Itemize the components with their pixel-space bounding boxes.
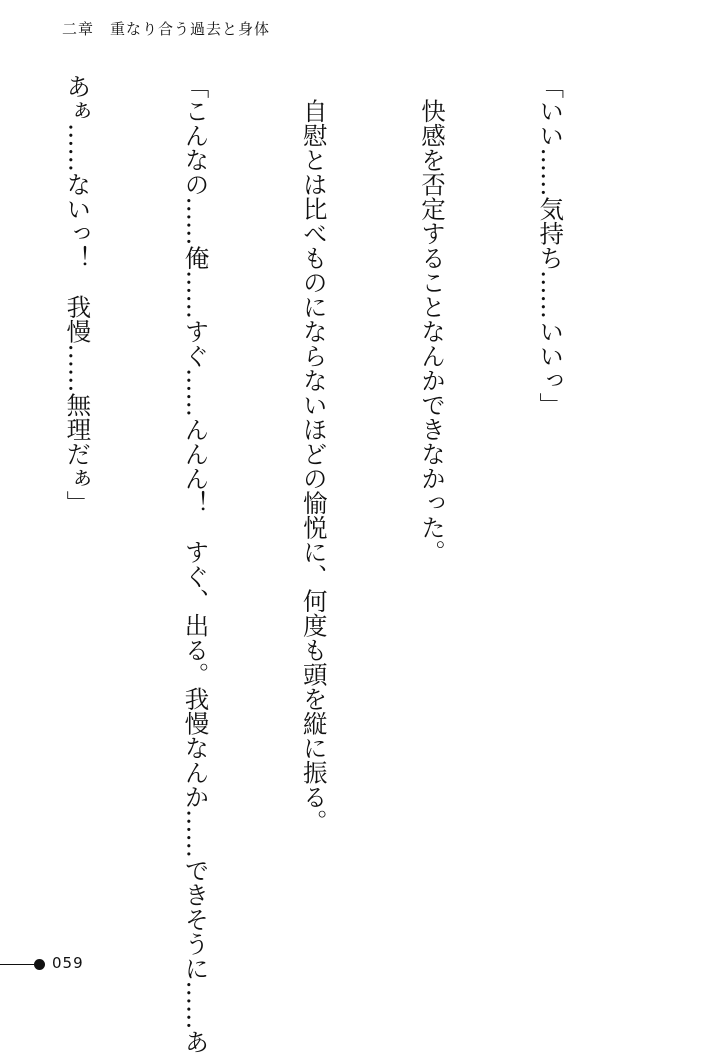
text-line: あぁ……ないっ！ 我慢……無理だぁ」 [63,74,93,515]
footer-bullet-icon [34,959,45,970]
footer-rule [0,964,34,965]
text-line: 「いい……気持ち……いいっ」 [536,74,566,417]
text-line: 自慰とは比べものにならないほどの愉悦に、何度も頭を縦に振る。 [299,74,329,834]
page-number: 059 [52,954,84,972]
running-header: 二章 重なり合う過去と身体 [62,20,271,38]
text-line: 快感を否定することなんかできなかった。 [417,74,447,564]
text-line: 「こんなの……俺……すぐ……んんん！ すぐ、出る。我慢なんか……できそうに……あ [181,74,211,1054]
page-footer [0,954,120,974]
